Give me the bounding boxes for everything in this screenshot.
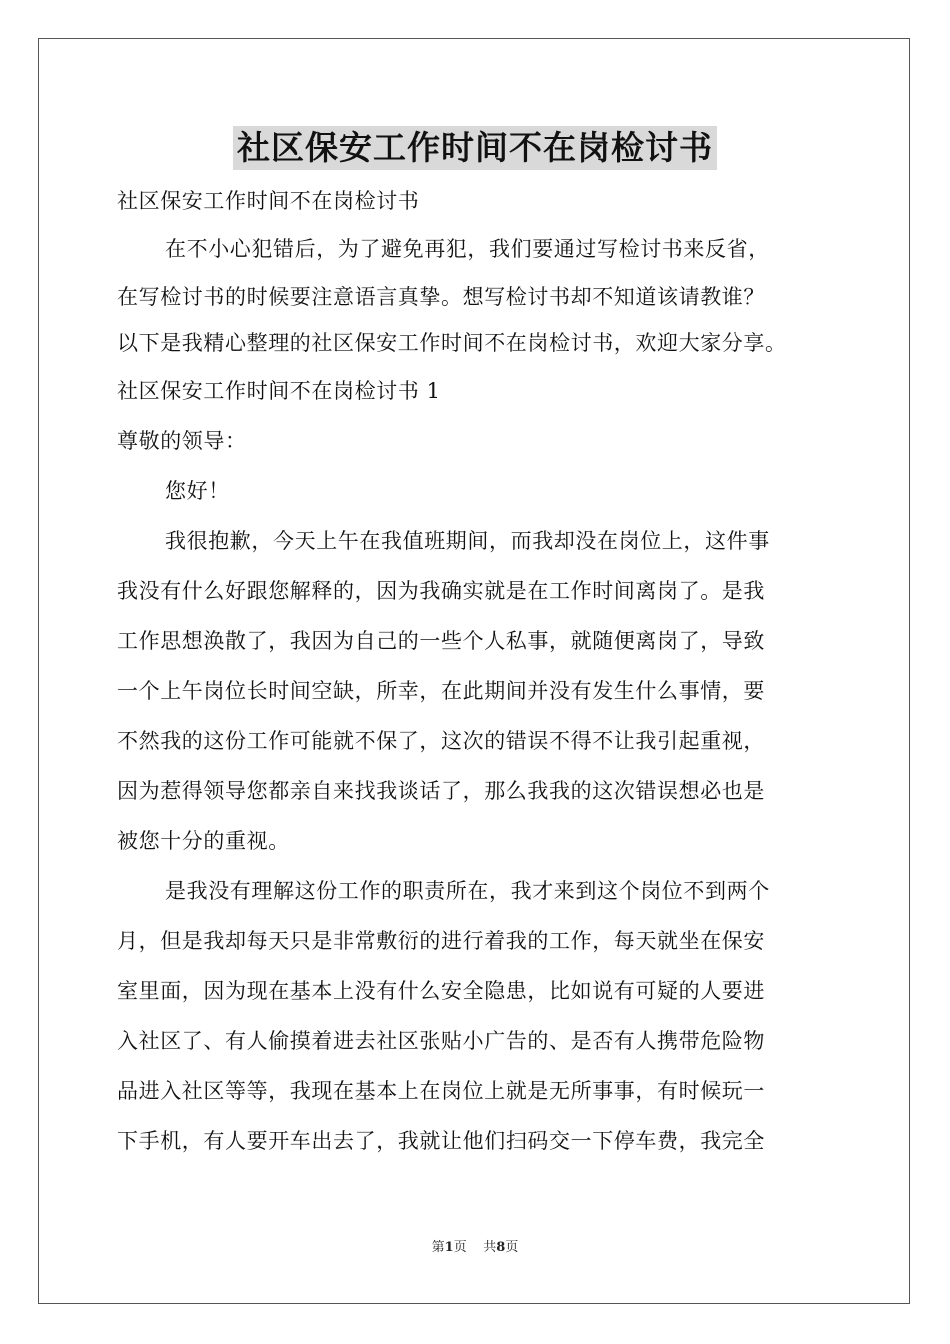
paragraph-line: 我没有什么好跟您解释的，因为我确实就是在工作时间离岗了。是我 bbox=[117, 579, 765, 603]
page-prefix: 第 bbox=[431, 1240, 445, 1255]
intro-line: 在不小心犯错后，为了避免再犯，我们要通过写检讨书来反省， bbox=[165, 237, 770, 261]
page-suffix: 页 bbox=[453, 1240, 467, 1255]
total-prefix: 共 bbox=[483, 1240, 497, 1255]
paragraph-line: 我很抱歉，今天上午在我值班期间，而我却没在岗位上，这件事 bbox=[165, 529, 770, 553]
greeting: 您好！ bbox=[165, 479, 230, 503]
paragraph-line: 月，但是我却每天只是非常敷衍的进行着我的工作，每天就坐在保安 bbox=[117, 929, 765, 953]
paragraph-line: 入社区了、有人偷摸着进去社区张贴小广告的、是否有人携带危险物 bbox=[117, 1029, 765, 1053]
page-footer bbox=[0, 1236, 950, 1255]
paragraph-line: 因为惹得领导您都亲自来找我谈话了，那么我我的这次错误想必也是 bbox=[117, 779, 765, 803]
total-pages: 8 bbox=[496, 1240, 506, 1255]
paragraph-line: 品进入社区等等，我现在基本上在岗位上就是无所事事，有时候玩一 bbox=[117, 1079, 765, 1103]
document-body bbox=[117, 178, 842, 1166]
paragraph-line: 不然我的这份工作可能就不保了，这次的错误不得不让我引起重视， bbox=[117, 729, 765, 753]
paragraph-line: 一个上午岗位长时间空缺，所幸，在此期间并没有发生什么事情，要 bbox=[117, 679, 765, 703]
document-title: 社区保安工作时间不在岗检讨书 bbox=[233, 126, 717, 170]
paragraph-line: 是我没有理解这份工作的职责所在，我才来到这个岗位不到两个 bbox=[165, 879, 770, 903]
paragraph-line: 下手机，有人要开车出去了，我就让他们扫码交一下停车费，我完全 bbox=[117, 1129, 765, 1153]
salutation: 尊敬的领导： bbox=[117, 429, 247, 453]
page-number: 1 bbox=[444, 1240, 454, 1255]
intro-line: 在写检讨书的时候要注意语言真挚。想写检讨书却不知道该请教谁？ bbox=[117, 285, 765, 309]
subtitle: 社区保安工作时间不在岗检讨书 bbox=[117, 189, 420, 213]
title-container bbox=[0, 126, 950, 170]
paragraph-line: 工作思想涣散了，我因为自己的一些个人私事，就随便离岗了，导致 bbox=[117, 629, 765, 653]
total-suffix: 页 bbox=[505, 1240, 519, 1255]
intro-line: 以下是我精心整理的社区保安工作时间不在岗检讨书，欢迎大家分享。 bbox=[117, 331, 787, 355]
paragraph-line: 被您十分的重视。 bbox=[117, 829, 290, 853]
section-heading: 社区保安工作时间不在岗检讨书 1 bbox=[117, 379, 441, 403]
paragraph-line: 室里面，因为现在基本上没有什么安全隐患，比如说有可疑的人要进 bbox=[117, 979, 765, 1003]
